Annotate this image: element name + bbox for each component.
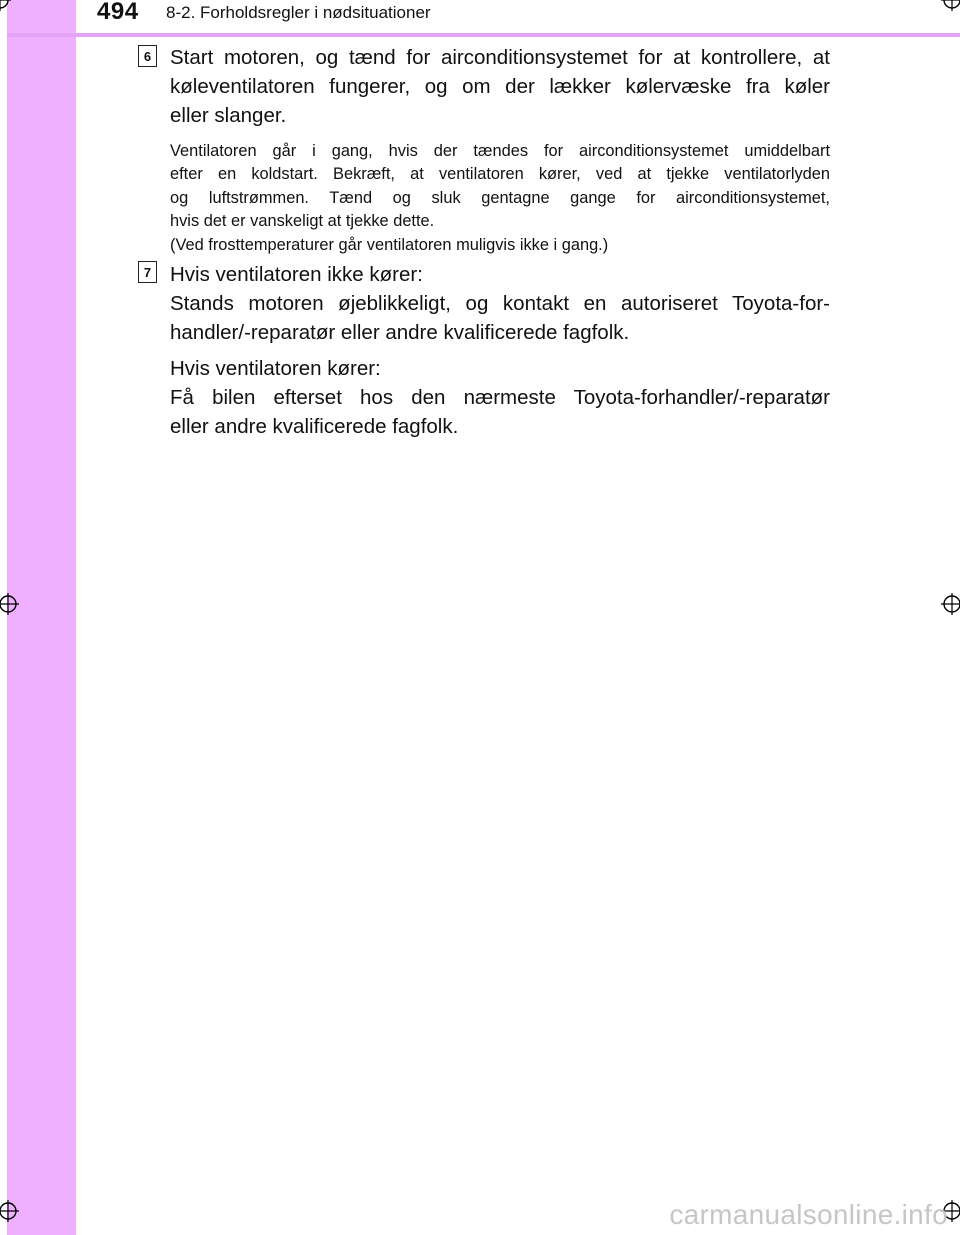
case-2-line-3: eller andre kvalificerede fagfolk.: [170, 415, 459, 438]
note-line-4: hvis det er vanskeligt at tjekke dette.: [170, 212, 435, 231]
note-line-1: Ventilatoren går i gang, hvis der tændes for airconditionsystemet umiddelbart: [170, 142, 830, 160]
step-6-line-2: køleventilatoren fungerer, og om der lækker kølervæske fra køler: [170, 75, 830, 98]
registration-mark-mid-right: [941, 593, 960, 615]
step-6-line-1: Start motoren, og tænd for airconditionsystemet for at kontrollere, at: [170, 46, 830, 69]
registration-mark-top-right: [941, 0, 960, 11]
section-title: 8-2. Forholdsregler i nødsituationer: [166, 3, 431, 22]
chapter-sidebar: [7, 0, 76, 1235]
note-line-2: efter en koldstart. Bekræft, at ventilatoren kører, ved at tjekke ventilatorlyden: [170, 165, 830, 184]
step-6-note: [170, 140, 830, 257]
step-7-badge: 7: [138, 261, 157, 283]
note-line-5: (Ved frosttemperaturer går ventilatoren muligvis ikke i gang.): [170, 235, 609, 254]
watermark: carmanualsonline.info: [669, 1199, 948, 1230]
case-1-line-1: Hvis ventilatoren ikke kører:: [170, 263, 423, 286]
registration-mark-bottom-left: [0, 1200, 19, 1222]
registration-mark-mid-left: [0, 593, 19, 615]
step-7-case-2: [170, 354, 830, 441]
case-2-line-2: Få bilen efterset hos den nærmeste Toyota-forhandler/-reparatør: [170, 386, 830, 409]
case-1-line-3: handler/-reparatør eller andre kvalificerede fagfolk.: [170, 321, 630, 344]
page-number: 494: [97, 0, 139, 25]
header-rule: [7, 33, 960, 37]
step-6-badge: 6: [138, 45, 157, 67]
step-7-case-1: [170, 260, 830, 347]
note-line-3: og luftstrømmen. Tænd og sluk gentagne gange for airconditionsystemet,: [170, 188, 830, 207]
step-6-line-3: eller slanger.: [170, 104, 287, 127]
step-6-text: [170, 43, 830, 130]
case-1-line-2: Stands motoren øjeblikkeligt, og kontakt en autoriseret Toyota-for-: [170, 292, 830, 315]
case-2-line-1: Hvis ventilatoren kører:: [170, 357, 381, 380]
registration-mark-top-left: [0, 0, 11, 11]
